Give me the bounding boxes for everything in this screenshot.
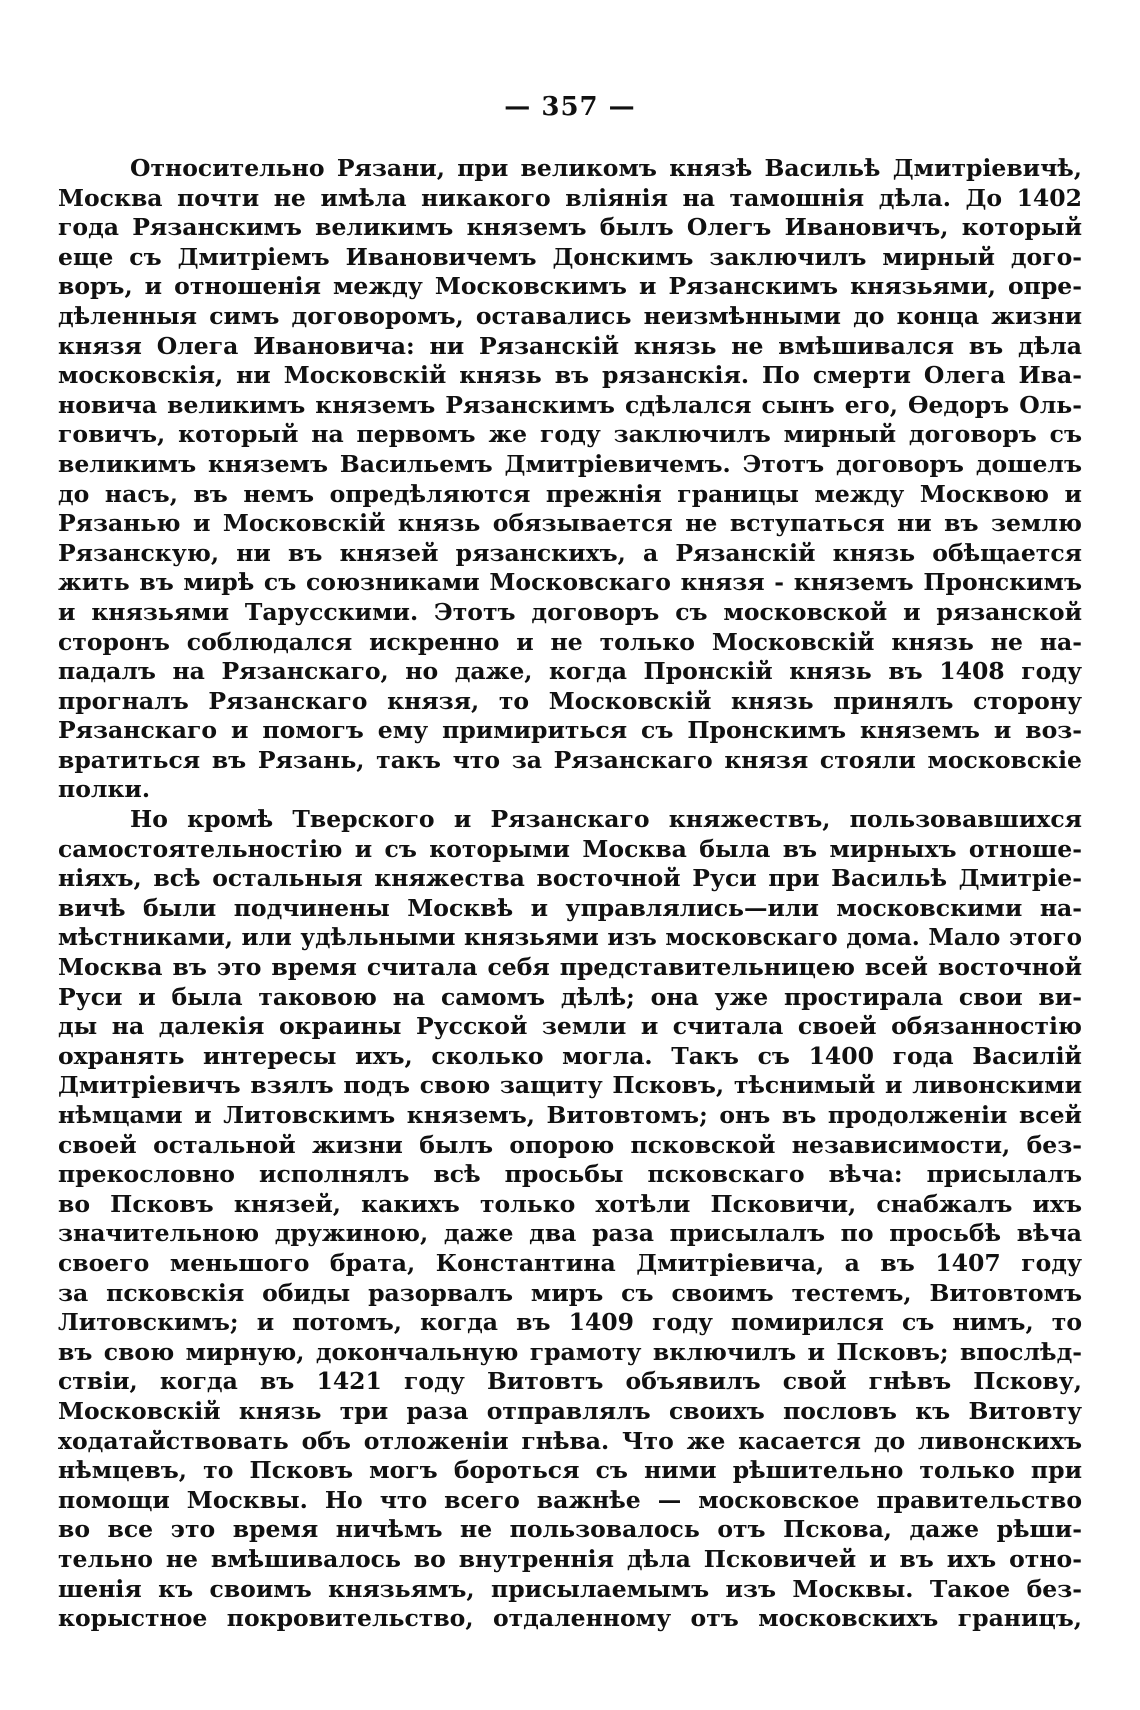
text-line: Москва въ это время считала себя представительницею всей восточной (58, 953, 1082, 982)
text-line: охранять интересы ихъ, сколько могла. Такъ съ 1400 года Василій (58, 1041, 1082, 1070)
body-text (58, 154, 1082, 1634)
text-line: мѣстниками, или удѣльными князьями изъ московскаго дома. Мало этого (58, 924, 1082, 952)
text-line: Но кромѣ Тверского и Рязанскаго княжествъ, пользовавшихся (130, 805, 1082, 834)
text-line: Московскій князь три раза отправлялъ своихъ пословъ къ Витовту (58, 1396, 1082, 1425)
text-line: московскія, ни Московскій князь въ рязанскія. По смерти Олега Ива- (58, 361, 1082, 390)
text-line: воръ, и отношенія между Московскимъ и Рязанскимъ князьями, опре- (58, 272, 1082, 301)
text-line: ніяхъ, всѣ остальныя княжества восточной Руси при Васильѣ Дмитріе- (58, 864, 1082, 893)
text-line: вичѣ были подчинены Москвѣ и управлялись—или московскими на- (58, 893, 1082, 922)
text-line: шенія къ своимъ князьямъ, присылаемымъ изъ Москвы. Такое без- (58, 1574, 1082, 1603)
text-line: Рязанью и Московскій князь обязывается не вступаться ни въ землю (58, 509, 1082, 538)
text-line: Относительно Рязани, при великомъ князѣ Васильѣ Дмитріевичѣ, (130, 154, 1082, 182)
text-line: прекословно исполнялъ всѣ просьбы псковскаго вѣча: присылалъ (58, 1160, 1082, 1189)
text-line: въ свою мирную, докончальную грамоту включилъ и Псковъ; впослѣд- (58, 1337, 1082, 1366)
text-line: великимъ княземъ Васильемъ Дмитріевичемъ. Этотъ договоръ дошелъ (58, 449, 1082, 478)
text-line: во все это время ничѣмъ не пользовалось отъ Пскова, даже рѣши- (58, 1515, 1082, 1544)
text-line: нѣмцевъ, то Псковъ могъ бороться съ ними рѣшительно только при (58, 1456, 1082, 1485)
text-line: корыстное покровительство, отдаленному отъ московскихъ границъ, (58, 1604, 1082, 1633)
text-line: сторонъ соблюдался искренно и не только Московскій князь не на- (58, 627, 1082, 656)
text-line: Рязанскую, ни въ князей рязанскихъ, а Рязанскій князь обѣщается (58, 538, 1082, 567)
text-line: Дмитріевичъ взялъ подъ свою защиту Псковъ, тѣснимый и ливонскими (58, 1071, 1082, 1100)
text-line: значительною дружиною, даже два раза присылалъ по просьбѣ вѣча (58, 1219, 1082, 1248)
text-line: жить въ мирѣ съ союзниками Московскаго князя - княземъ Пронскимъ (58, 568, 1082, 597)
text-line: ствіи, когда въ 1421 году Витовтъ объявилъ свой гнѣвъ Пскову, (58, 1367, 1082, 1396)
text-line: года Рязанскимъ великимъ княземъ былъ Олегъ Ивановичъ, который (58, 213, 1082, 242)
text-line: новича великимъ княземъ Рязанскимъ сдѣлался сынъ его, Өедоръ Оль- (58, 390, 1082, 419)
text-line: во Псковъ князей, какихъ только хотѣли Псковичи, снабжалъ ихъ (58, 1189, 1082, 1218)
text-line: ды на далекія окраины Русской земли и считала своей обязанностію (58, 1012, 1082, 1041)
text-line: и князьями Тарусскими. Этотъ договоръ съ московской и рязанской (58, 597, 1082, 626)
text-line: дѣленныя симъ договоромъ, оставались неизмѣнными до конца жизни (58, 301, 1082, 330)
text-line: Литовскимъ; и потомъ, когда въ 1409 году помирился съ нимъ, то (58, 1308, 1082, 1337)
text-line: еще съ Дмитріемъ Ивановичемъ Донскимъ заключилъ мирный дого- (58, 242, 1082, 271)
text-line: за псковскія обиды разорвалъ миръ съ своимъ тестемъ, Витовтомъ (58, 1278, 1082, 1307)
text-line: Москва почти не имѣла никакого вліянія на тамошнія дѣла. До 1402 (58, 183, 1082, 212)
text-line: прогналъ Рязанскаго князя, то Московскій князь принялъ сторону (58, 686, 1082, 715)
page-number: — 357 — (504, 92, 636, 122)
text-line: своей остальной жизни былъ опорою псковской независимости, без- (58, 1130, 1082, 1159)
text-line: своего меньшого брата, Константина Дмитріевича, а въ 1407 году (58, 1248, 1082, 1277)
text-line: до насъ, въ немъ опредѣляются прежнія границы между Москвою и (58, 479, 1082, 508)
text-line: помощи Москвы. Но что всего важнѣе — московское правительство (58, 1485, 1082, 1514)
text-line: самостоятельностію и съ которыми Москва была въ мирныхъ отноше- (58, 834, 1082, 863)
text-line: говичъ, который на первомъ же году заключилъ мирный договоръ съ (58, 420, 1082, 449)
text-line: падалъ на Рязанскаго, но даже, когда Пронскій князь въ 1408 году (58, 657, 1082, 686)
text-line: полки. (58, 775, 151, 804)
text-line: нѣмцами и Литовскимъ княземъ, Витовтомъ; онъ въ продолженіи всей (58, 1101, 1082, 1129)
text-line: ходатайствовать объ отложеніи гнѣва. Что же касается до ливонскихъ (58, 1426, 1082, 1455)
text-line: вратиться въ Рязань, такъ что за Рязанскаго князя стояли московскіе (58, 745, 1082, 774)
text-line: Рязанскаго и помогъ ему примириться съ Пронскимъ княземъ и воз- (58, 716, 1082, 745)
text-line: тельно не вмѣшивалось во внутреннія дѣла Псковичей и въ ихъ отно- (58, 1544, 1082, 1573)
text-line: князя Олега Ивановича: ни Рязанскій князь не вмѣшивался въ дѣла (58, 331, 1082, 360)
text-line: Руси и была таковою на самомъ дѣлѣ; она уже простирала свои ви- (58, 982, 1082, 1011)
